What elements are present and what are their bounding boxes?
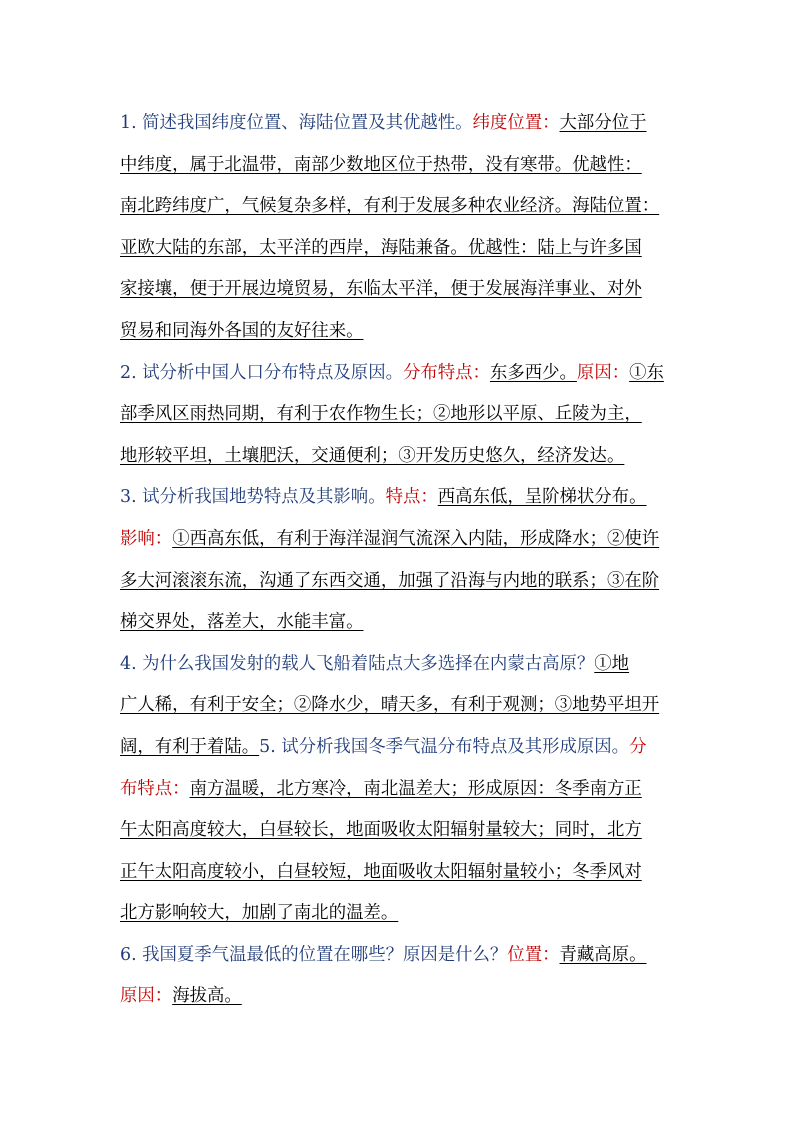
answer-1-line-3b: 海陆位置：: [572, 196, 660, 217]
answer-3-line-4: 梯交界处，落差大，水能丰富。: [120, 612, 364, 633]
keyword-distribution-5b: 布特点：: [120, 778, 190, 799]
keyword-distribution-5a: 分: [629, 736, 647, 757]
answer-5-line-3: 正午太阳高度较小，白昼较短，地面吸收太阳辐射量较小；冬季风对: [120, 861, 642, 882]
answer-1-line-5: 家接壤，便于开展边境贸易，东临太平洋，便于发展海洋事业、对外: [120, 279, 642, 300]
document-body: [120, 103, 680, 1018]
answer-2-line-2: 部季风区雨热同期，有利于农作物生长；②地形以平原、丘陵为主，: [120, 404, 642, 425]
keyword-distribution: 分布特点：: [402, 362, 490, 383]
question-3: [120, 477, 680, 643]
question-5-text: 5. 试分析我国冬季气温分布特点及其形成原因。: [259, 736, 630, 757]
keyword-reason: 原因：: [576, 362, 630, 383]
question-6: [120, 935, 680, 1018]
keyword-influence: 影响：: [120, 528, 173, 549]
answer-4-line-2: 广人稀，有利于安全；②降水少，晴天多，有利于观测；③地势平坦开: [120, 695, 660, 716]
answer-1-line-4: 亚欧大陆的东部，太平洋的西岸，海陆兼备。优越性：陆上与许多国: [120, 237, 642, 258]
question-3-text: 3. 试分析我国地势特点及其影响。: [120, 487, 386, 508]
keyword-position: 位置：: [507, 944, 560, 965]
question-1-text: 1. 简述我国纬度位置、海陆位置及其优越性。: [120, 113, 473, 133]
answer-4-a1: ①地: [594, 653, 630, 674]
keyword-latitude-position: 纬度位置: [472, 113, 543, 133]
answer-1-line-2: 中纬度，属于北温带，南部少数地区位于热带，没有寒带。优越性：: [120, 154, 642, 175]
question-2: [120, 353, 680, 478]
answer-2-a1: 东多西少。: [489, 362, 577, 383]
answer-1-line-3a: 南北跨纬度广，气候复杂多样，有利于发展多种农业经济。: [120, 196, 573, 217]
question-6-text: 6. 我国夏季气温最低的位置在哪些？原因是什么？: [120, 944, 508, 965]
answer-3-a1: 西高东低，呈阶梯状分布。: [437, 487, 647, 508]
question-1: 1. 简述我国纬度位置、海陆位置及其优越性。纬度位置：大部分位于 中纬度，属于北温带，南部少数地区位于热带，没有寒带。优越性： 南北跨纬度广，气候复杂多样，有利于发展多种农业经济。海陆位置： 亚欧大陆的东部，太平洋的西岸，海陆兼备。优越性：陆上与许多国 家接壤，便于开展边境贸易，东临太平洋，便于发展海洋事业、对外 贸易和同海外各国的友好往来。: [120, 103, 680, 353]
answer-4-line-3a: 阔，有利于着陆。: [120, 736, 260, 757]
answer-2-a2: ①东: [629, 362, 664, 383]
question-2-text: 2. 试分析中国人口分布特点及原因。: [120, 362, 403, 383]
answer-3-line-2: ①西高东低，有利于海洋湿润气流深入内陆，形成降水；②使许: [172, 528, 660, 549]
answer-3-line-3: 多大河滚滚东流，沟通了东西交通，加强了沿海与内地的联系；③在阶: [120, 570, 660, 591]
answer-2-line-3: 地形较平坦，土壤肥沃，交通便利；③开发历史悠久，经济发达。: [120, 445, 625, 466]
answer-5-line-2: 午太阳高度较大，白昼较长，地面吸收太阳辐射量较大；同时，北方: [120, 820, 642, 841]
answer-6-a1: 青藏高原。: [559, 944, 647, 965]
question-4: [120, 644, 680, 935]
answer-6-a2: 海拔高。: [172, 986, 242, 1007]
answer-5-line-4: 北方影响较大，加剧了南北的温差。: [120, 903, 399, 924]
answer-1-line-6: 贸易和同海外各国的友好往来。: [120, 320, 364, 341]
answer-5-a1: 南方温暖，北方寒冷，南北温差大；形成原因：冬季南方正: [189, 778, 642, 799]
keyword-reason-6: 原因：: [120, 986, 173, 1007]
answer-1-line-1: 大部分位于: [559, 113, 647, 133]
question-4-text: 4. 为什么我国发射的载人飞船着陆点大多选择在内蒙古高原？: [120, 653, 595, 674]
keyword-feature: 特点：: [385, 487, 438, 508]
